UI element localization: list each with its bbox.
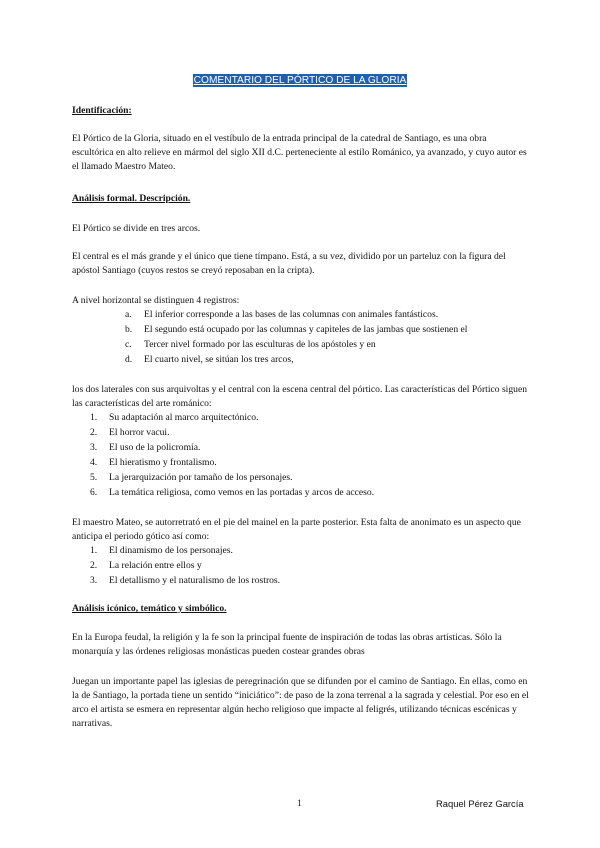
paragraph-identificacion: El Pórtico de la Gloria, situado en el vestíbulo de la entrada principal de la catedral de Santiago, es una obra escultórica en alto relieve en mármol del siglo XII d.C. perteneciente al estilo Románico, ya avanzado, y cuyo autor es el llamado Maestro Mateo. bbox=[72, 133, 527, 172]
list-item bbox=[90, 411, 530, 426]
list-marker: 1. bbox=[90, 545, 98, 556]
goticos-list bbox=[90, 544, 530, 589]
list-item-text: El hieratismo y frontalismo. bbox=[109, 457, 217, 468]
list-marker: 1. bbox=[90, 412, 98, 423]
paragraph-arcos: El Pórtico se divide en tres arcos. bbox=[72, 223, 201, 234]
paragraph-laterales: los dos laterales con sus arquivoltas y el central con la escena central del pórtico. Las características del Pórtico siguen las características del arte románico: bbox=[72, 384, 528, 409]
list-item bbox=[90, 456, 530, 471]
list-item bbox=[90, 486, 530, 501]
list-item bbox=[90, 559, 530, 574]
page-title: COMENTARIO DEL PÓRTICO DE LA GLORIA bbox=[193, 75, 407, 86]
list-item bbox=[90, 544, 530, 559]
list-item-text: El segundo está ocupado por las columnas y capiteles de las jambas que sostienen el bbox=[144, 324, 468, 335]
paragraph-central: El central es el más grande y el único que tiene tímpano. Está, a su vez, dividido por un parteluz con la figura del apóstol Santiago (cuyos restos se creyó reposaban en la cripta). bbox=[72, 251, 506, 276]
paragraph-peregrinacion: Juegan un importante papel las iglesias de peregrinación que se difunden por el camino de Santiago. En ellas, como en la de Santiago, la portada tiene un sentido “iniciático”: de paso de la zona terrenal a la sagrada y celestial. Por eso en el arco el artista se esmera en representar algún hecho religioso que impacte al feligrés, utilizando técnicas escénicas y narrativas. bbox=[72, 676, 529, 729]
list-marker: c. bbox=[125, 339, 132, 350]
paragraph-europa: En la Europa feudal, la religión y la fe son la principal fuente de inspiración de todas las obras artísticas. Sólo la monarquía y las órdenes religiosas monásticas pueden costear grandes obras bbox=[72, 632, 502, 657]
list-item bbox=[125, 353, 545, 368]
heading-identificacion: Identificación: bbox=[72, 105, 132, 116]
list-item-text: El uso de la policromía. bbox=[109, 442, 201, 453]
list-item bbox=[125, 308, 545, 323]
list-item-text: El dinamismo de los personajes. bbox=[109, 545, 233, 556]
list-item bbox=[90, 471, 530, 486]
footer-author: Raquel Pérez García bbox=[436, 798, 524, 809]
list-item-text: La temática religiosa, como vemos en las portadas y arcos de acceso. bbox=[109, 487, 375, 498]
paragraph-mateo: El maestro Mateo, se autorretrató en el pie del mainel en la parte posterior. Esta falta de anonimato es un aspecto que anticipa el periodo gótico así como: bbox=[72, 517, 521, 542]
list-item-text: El horror vacui. bbox=[109, 427, 170, 438]
heading-analisis-iconico: Análisis icónico, temático y simbólico. bbox=[72, 603, 227, 614]
list-marker: 2. bbox=[90, 427, 98, 438]
list-marker: b. bbox=[125, 324, 133, 335]
list-item-text: Su adaptación al marco arquitectónico. bbox=[109, 412, 259, 423]
list-marker: 6. bbox=[90, 487, 98, 498]
list-marker: a. bbox=[125, 309, 132, 320]
list-item-text: La relación entre ellos y bbox=[109, 560, 202, 571]
paragraph-registros: A nivel horizontal se distinguen 4 registros: bbox=[72, 295, 240, 306]
list-item-text: El detallismo y el naturalismo de los rostros. bbox=[109, 575, 281, 586]
heading-analisis-formal: Análisis formal. Descripción. bbox=[72, 193, 191, 204]
list-item-text: El cuarto nivel, se sitúan los tres arcos, bbox=[144, 354, 294, 365]
list-item-text: La jerarquización por tamaño de los personajes. bbox=[109, 472, 293, 483]
title-container bbox=[0, 74, 600, 88]
caracteristicas-list bbox=[90, 411, 530, 501]
list-item bbox=[125, 323, 545, 338]
list-marker: 5. bbox=[90, 472, 98, 483]
list-item bbox=[90, 574, 530, 589]
list-marker: d. bbox=[125, 354, 133, 365]
list-marker: 4. bbox=[90, 457, 98, 468]
list-item-text: El inferior corresponde a las bases de las columnas con animales fantásticos. bbox=[144, 309, 439, 320]
page-number: 1 bbox=[297, 798, 302, 809]
registros-list bbox=[125, 308, 545, 368]
list-item bbox=[90, 441, 530, 456]
list-item bbox=[125, 338, 545, 353]
list-item bbox=[90, 426, 530, 441]
list-marker: 2. bbox=[90, 560, 98, 571]
list-item-text: Tercer nivel formado por las esculturas de los apóstoles y en bbox=[144, 339, 376, 350]
list-marker: 3. bbox=[90, 442, 98, 453]
list-marker: 3. bbox=[90, 575, 98, 586]
